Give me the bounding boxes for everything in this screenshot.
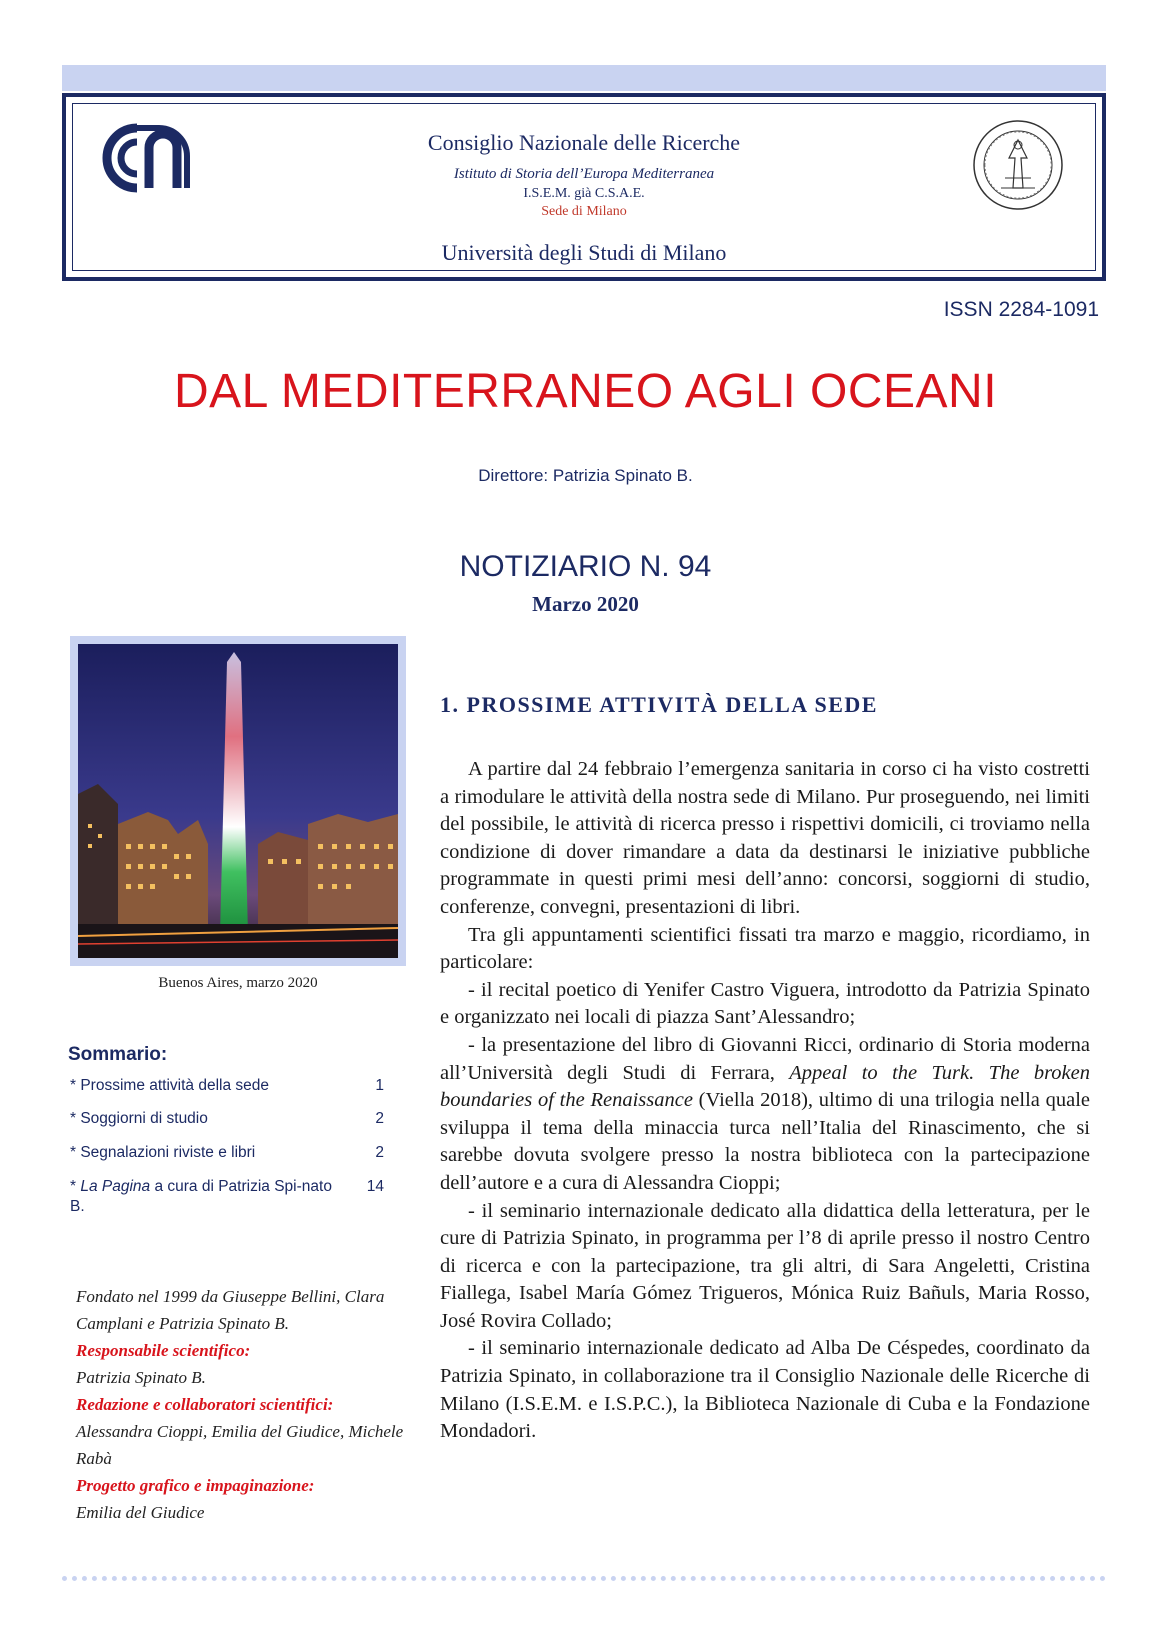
header-abbreviation: I.S.E.M. già C.S.A.E. [523, 186, 645, 201]
role-value: Patrizia Spinato B. [76, 1368, 206, 1387]
header-university: Università degli Studi di Milano [441, 240, 727, 265]
issue-title: NOTIZIARIO N. 94 [459, 550, 712, 583]
list-item [440, 1032, 1090, 1198]
toc-label: a cura di Patrizia Spi-nato B. [70, 1178, 332, 1215]
toc-item[interactable] [70, 1143, 390, 1163]
role-label: Progetto grafico e impaginazione: [76, 1476, 315, 1495]
toc-page: 2 [375, 1110, 384, 1127]
book-title: Appeal to the Turk. The broken boundaries of the Renaissance [440, 1061, 1090, 1112]
masthead-box [62, 93, 1106, 281]
bottom-dotted-rule [62, 1576, 1106, 1581]
role-value: Alessandra Cioppi, Emilia del Giudice, Michele Rabà [76, 1422, 404, 1468]
list-item: - il seminario internazionale dedicato ad Alba De Céspedes, coordinato da Patrizia Spinato, in collaborazione tra il Consiglio Nazionale delle Ricerche di Milano (I.S.E.M. e I.S.P.C.), la Biblioteca Nazionale di Cuba e la Fondazione Mondadori. [440, 1337, 1090, 1443]
header-institute: Istituto di Storia dell’Europa Mediterranea [453, 166, 715, 182]
role-label: Responsabile scientifico: [76, 1341, 251, 1360]
toc-label: Soggiorni di studio [80, 1110, 208, 1127]
list-item-text: (Viella 2018), ultimo di una trilogia nella quale sviluppa il tema della minaccia turca nell’Italia del Rinascimento, che si sarebbe dovuta svolgere presso la nostra biblioteca con la partecipazione dell’autore e a cura di Alessandra Cioppi; [440, 1089, 1090, 1194]
toc-page: 2 [375, 1144, 384, 1161]
issn-number: ISSN 2284-1091 [943, 298, 1099, 321]
director-line: Direttore: Patrizia Spinato B. [478, 466, 693, 485]
toc-label: Prossime attività della sede [80, 1077, 270, 1094]
toc-page: 1 [375, 1077, 384, 1094]
credits-block [76, 1283, 406, 1526]
role-label: Redazione e collaboratori scientifici: [76, 1395, 334, 1414]
top-decorative-band [62, 65, 1106, 91]
toc-bullet: * [70, 1144, 81, 1161]
toc-item[interactable] [70, 1177, 390, 1217]
toc-item[interactable] [70, 1076, 390, 1096]
toc-label: Segnalazioni riviste e libri [80, 1144, 256, 1161]
university-seal-icon [971, 118, 1065, 212]
article-body [440, 756, 1090, 1446]
paragraph: Tra gli appuntamenti scientifici fissati tra marzo e maggio, ricordiamo, in particolare: [440, 923, 1090, 974]
header-sede: Sede di Milano [541, 204, 627, 219]
list-item-text: - la presentazione del libro di Giovanni Ricci, ordinario di Storia moderna all’Università degli Studi di Ferrara, [440, 1033, 1090, 1084]
issue-date: Marzo 2020 [532, 592, 639, 616]
toc-bullet: * [70, 1110, 81, 1127]
founded-line: Fondato nel 1999 da Giuseppe Bellini, Clara Camplani e Patrizia Spinato B. [76, 1287, 385, 1333]
toc-label-italic: La Pagina [80, 1178, 151, 1195]
publication-title: DAL MEDITERRANEO AGLI OCEANI [173, 365, 998, 418]
masthead-inner-frame [72, 103, 1096, 271]
toc-bullet: * [70, 1077, 81, 1094]
header-organization: Consiglio Nazionale delle Ricerche [427, 130, 741, 155]
toc-page: 14 [366, 1178, 384, 1195]
list-item: - il recital poetico di Yenifer Castro Viguera, introdotto da Patrizia Spinato e organizzato nei locali di piazza Sant’Alessandro; [440, 978, 1090, 1029]
list-item: - il seminario internazionale dedicato alla didattica della letteratura, per le cure di Patrizia Spinato, in programma per l’8 di aprile presso il nostro Centro di ricerca e con la partecipazione, tra gli altri, di Sara Angeletti, Cristina Fiallega, Isabel María Gómez Trigueros, Mónica Ruiz Bañuls, Maria Rosso, José Rovira Collado; [440, 1199, 1090, 1332]
paragraph: A partire dal 24 febbraio l’emergenza sanitaria in corso ci ha visto costretti a rimodulare le attività della nostra sede di Milano. Pur proseguendo, nei limiti del possibile, le attività di ricerca presso i rispettivi domicili, ci troviamo nella condizione di dover rimandare a data da destinarsi le iniziative pubbliche programmate in questi primi mesi dell’anno: concorsi, soggiorni di studio, conferenze, convegni, presentazioni di libri. [440, 758, 1090, 918]
obelisk-photo [78, 644, 398, 958]
sommario-title: Sommario: [68, 1044, 168, 1065]
toc-bullet: * [70, 1178, 81, 1195]
toc-item[interactable] [70, 1109, 390, 1129]
role-value: Emilia del Giudice [76, 1503, 205, 1522]
photo-caption: Buenos Aires, marzo 2020 [158, 975, 318, 991]
section-heading: 1. PROSSIME ATTIVITÀ DELLA SEDE [440, 692, 878, 717]
